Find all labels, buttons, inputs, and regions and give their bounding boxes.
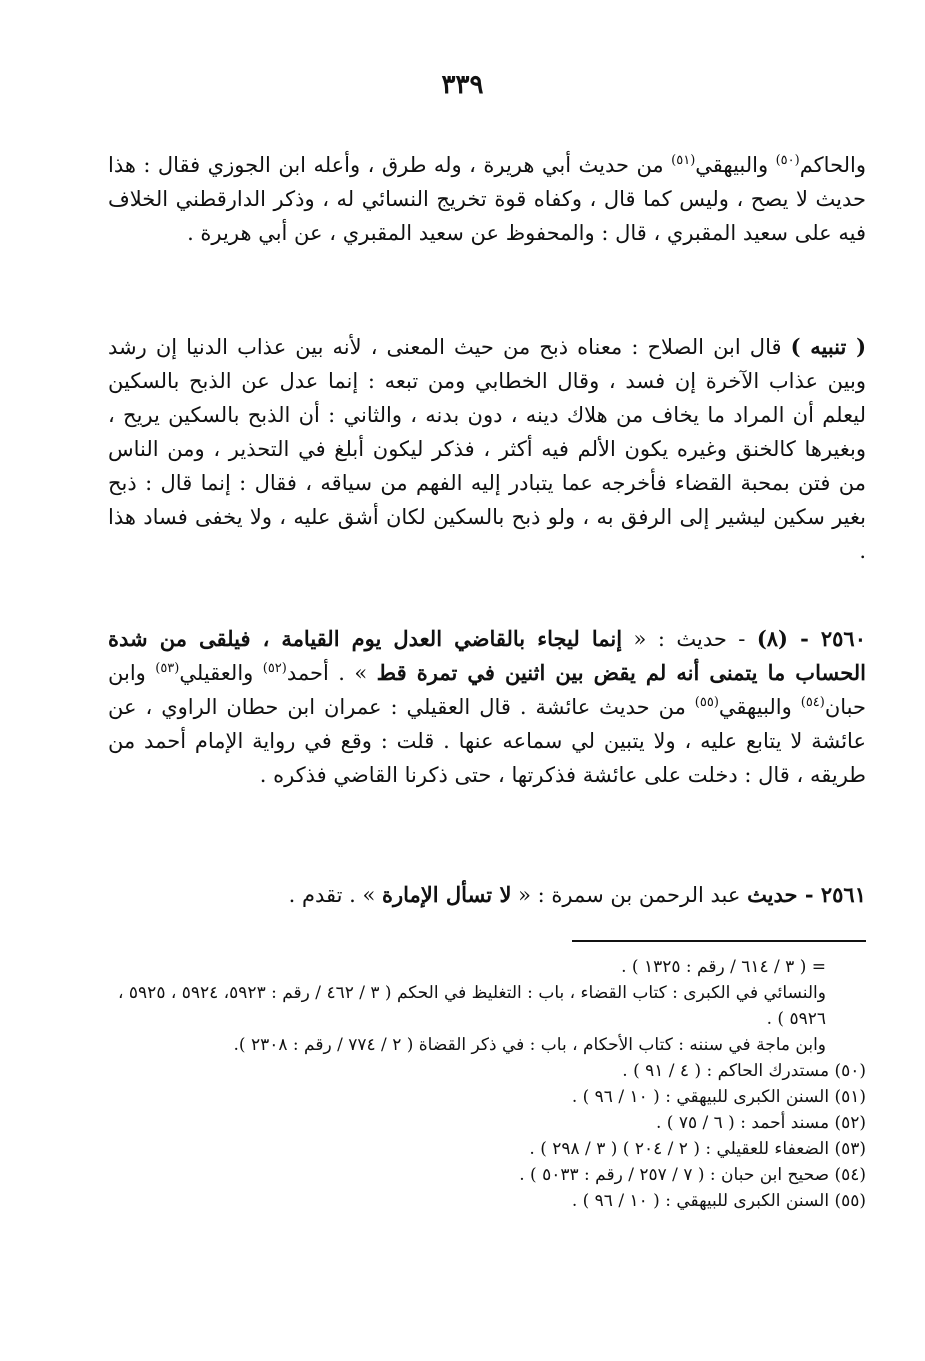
text-run: من حديث أبي هريرة ، وله طرق ، وأعله ابن الجوزي فقال : هذا حديث لا يصح ، وليس كما قال ، وكفاه قوة تخريج النسائي له ، وذكر الدارقطني الخلاف فيه على سعيد المقبري ، قال : والمحفوظ عن سعيد المقبري ، عن أبي هريرة . (108, 153, 866, 245)
paragraph-hadith-commentary (108, 148, 866, 250)
hadith-number: ٢٥٦١ - حديث (747, 882, 866, 907)
hadith-number: ٢٥٦٠ - (٨) (756, 626, 866, 651)
paragraph-hadith-2560 (108, 622, 866, 792)
footnote-continuation: = ( ٣ / ٦١٤ / رقم : ١٣٢٥ ) . (621, 957, 826, 977)
text-run: عبد الرحمن بن سمرة : « (511, 883, 748, 907)
text-run: » . أحمد (286, 661, 377, 685)
footnote-50: (٥٠) مستدرك الحاكم : ( ٤ / ٩١ ) . (622, 1061, 866, 1081)
footnote-ref-50: (٥٠) (775, 153, 800, 168)
paragraph-hadith-2561 (108, 878, 866, 912)
footnote-ref-53: (٥٣) (155, 661, 180, 676)
tanbih-label: ( تنبيه ) (790, 334, 867, 359)
footnote-53: (٥٣) الضعفاء للعقيلي : ( ٢ / ٢٠٤ ) ( ٣ / ٢٩٨ ) . (529, 1139, 866, 1159)
text-run: والبيهقي (695, 153, 776, 177)
hadith-quote: إنما ليجاء بالقاضي العدل يوم القيامة ، فيلقى من شدة الحساب ما يتمنى أنه لم يقض بين اثنين في تمرة قط (108, 626, 866, 685)
text-run: من حديث عائشة . قال العقيلي : عمران ابن حطان الراوي ، عن عائشة لا يتابع عليه ، ولا يتبين لي سماعه عنها . قلت : وقع في رواية الإمام أحمد من طريقه ، قال : دخلت على عائشة فذكرتها ، حتى ذكرنا القاضي فذكره . (108, 695, 866, 787)
page-number: ٣٣٩ (441, 70, 484, 100)
footnote-continuation: والنسائي في الكبرى : كتاب القضاء ، باب : التغليظ في الحكم ( ٣ / ٤٦٢ / رقم : ٥٩٢٣، ٥٩٢٤ ، ٥٩٢٥ ، ٥٩٢٦ ) . (118, 983, 826, 1029)
footnote-divider (572, 940, 866, 942)
paragraph-tanbih-note (108, 330, 866, 568)
footnote-54: (٥٤) صحيح ابن حبان : ( ٧ / ٢٥٧ / رقم : ٥٠٣٣ ) . (519, 1165, 866, 1185)
footnote-continuation: وابن ماجة في سننه : كتاب الأحكام ، باب : في ذكر القضاة ( ٢ / ٧٧٤ / رقم : ٢٣٠٨ ). (233, 1035, 826, 1055)
text-run: وابن حبان (108, 661, 866, 719)
text-run: والحاكم (799, 153, 867, 177)
footnote-51: (٥١) السنن الكبرى للبيهقي : ( ١٠ / ٩٦ ) . (571, 1087, 866, 1107)
text-run: - حديث : « (622, 627, 757, 651)
footnote-55: (٥٥) السنن الكبرى للبيهقي : ( ١٠ / ٩٦ ) . (571, 1191, 866, 1211)
footnotes (108, 954, 866, 1214)
text-run: والعقيلي (179, 661, 263, 685)
footnote-ref-55: (٥٥) (694, 695, 719, 710)
footnote-ref-52: (٥٢) (262, 661, 287, 676)
footnote-ref-54: (٥٤) (800, 695, 825, 710)
hadith-quote: لا تسأل الإمارة (382, 882, 512, 907)
footnote-ref-51: (٥١) (671, 153, 696, 168)
footnote-52: (٥٢) مسند أحمد : ( ٦ / ٧٥ ) . (655, 1113, 866, 1133)
text-run: » . تقدم . (288, 883, 382, 907)
text-run: والبيهقي (718, 695, 801, 719)
text-run: قال ابن الصلاح : معناه ذبح من حيث المعنى ، لأنه بين عذاب الدنيا إن رشد وبين عذاب الآخرة إن فسد ، وقال الخطابي ومن تبعه : إنما عدل عن الذبح بالسكين ليعلم أن المراد ما يخاف من هلاك دينه ، دون بدنه ، والثاني : أن الذبح بالسكين يريح ، وبغيرها كالخنق وغيره يكون الألم فيه أكثر ، فذكر ليكون أبلغ في التحذير ، ومن الناس من فتن بمحبة القضاء فأخرجه عما يتبادر إليه الفهم من سياقه ، فقال : إنما قال : ذبح بغير سكين ليشير إلى الرفق به ، ولو ذبح بالسكين لكان أشق عليه ، ولا يخفى فساد هذا . (108, 335, 866, 563)
